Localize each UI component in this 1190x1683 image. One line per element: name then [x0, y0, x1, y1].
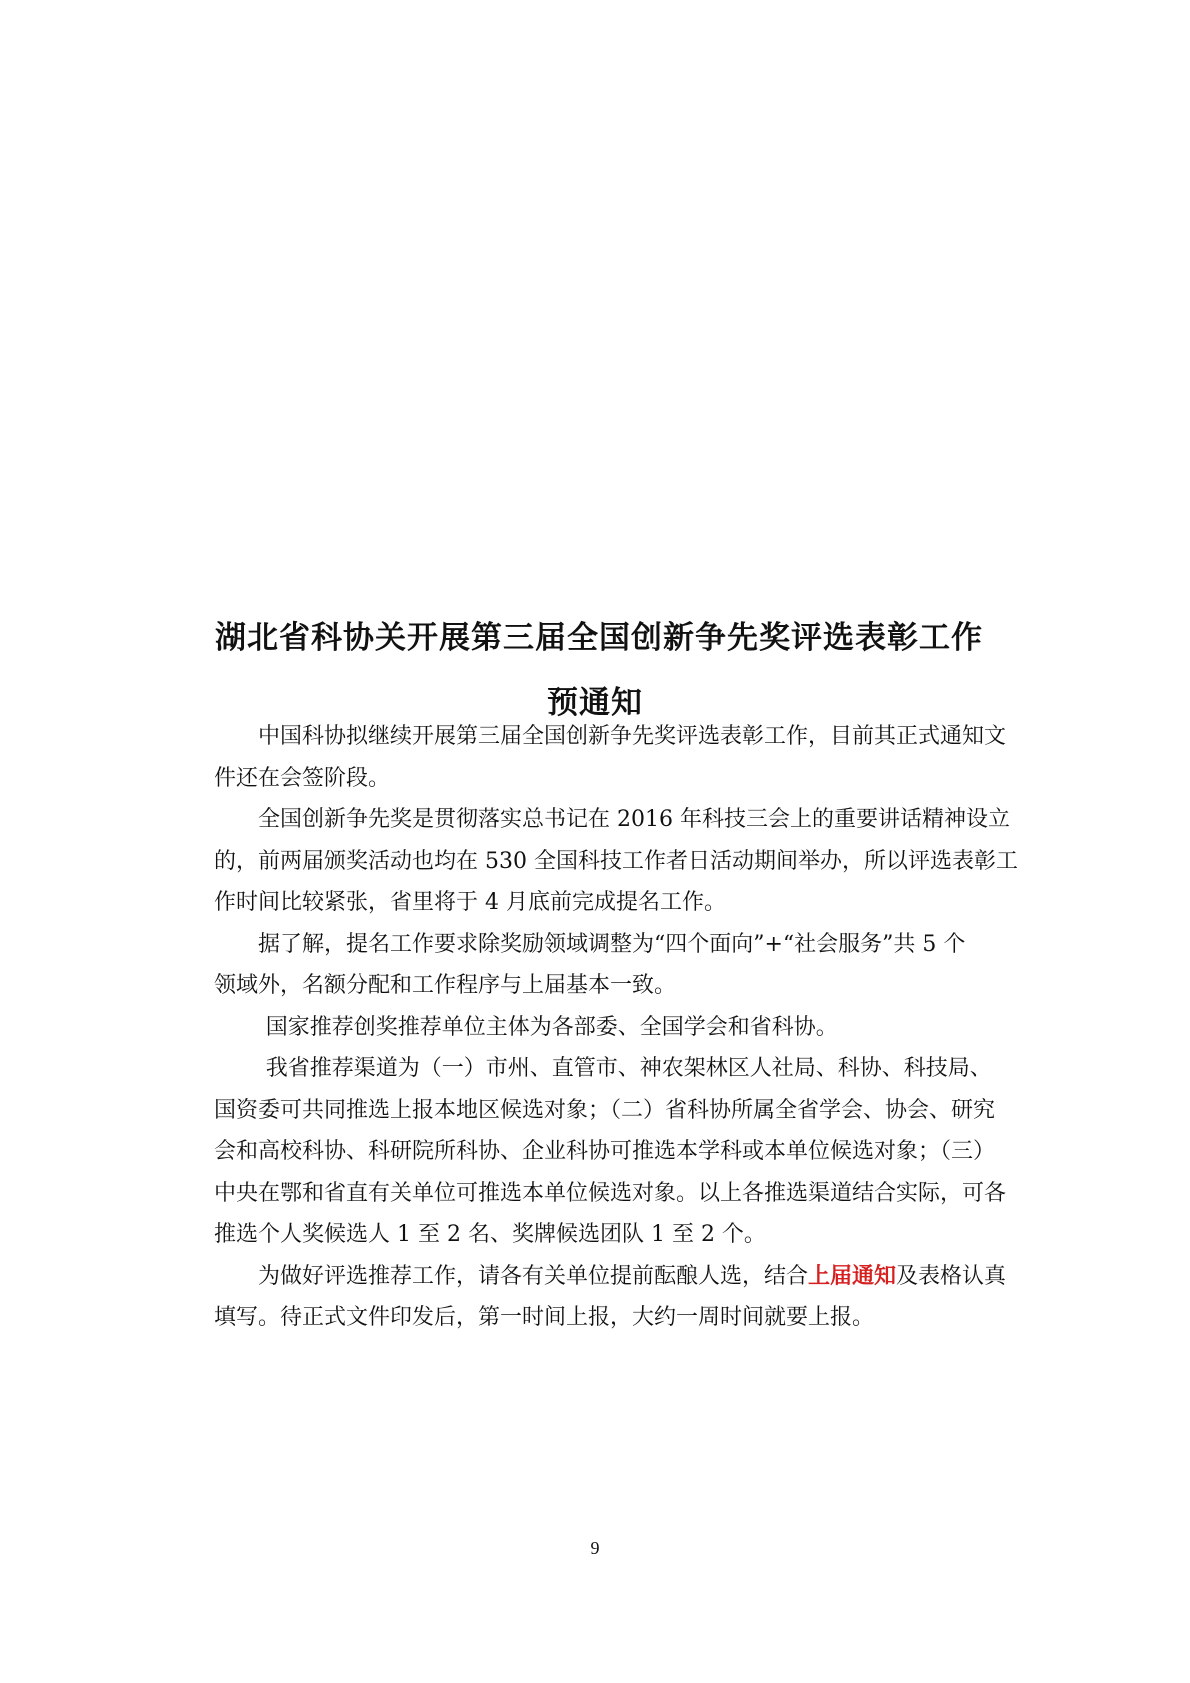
paragraph-line: 国家推荐创奖推荐单位主体为各部委、全国学会和省科协。	[265, 1014, 838, 1040]
paragraph-text: 及表格认真	[896, 1263, 1007, 1289]
paragraph-line: 会和高校科协、科研院所科协、企业科协可推选本学科或本单位候选对象；（三）	[214, 1139, 996, 1164]
paragraph-line: 的，前两届颁奖活动也均在 530 全国科技工作者日活动期间举办，所以评选表彰工	[214, 848, 1018, 874]
paragraph-line: 中国科协拟继续开展第三届全国创新争先奖评选表彰工作，目前其正式通知文	[258, 724, 1007, 749]
document-title-line-1: 湖北省科协关开展第三届全国创新争先奖评选表彰工作	[215, 620, 983, 656]
paragraph-5	[214, 1048, 1029, 1256]
document-title-line-2: 预通知	[547, 685, 643, 721]
paragraph-line: 作时间比较紧张，省里将于 4 月底前完成提名工作。	[214, 890, 726, 915]
paragraph-4	[214, 1007, 1029, 1049]
document-body	[214, 716, 1029, 1339]
paragraph-line: 填写。待正式文件印发后，第一时间上报，大约一周时间就要上报。	[214, 1305, 875, 1330]
paragraph-line: 领域外，名额分配和工作程序与上届基本一致。	[214, 973, 677, 998]
paragraph-line	[214, 1256, 1029, 1298]
paragraph-6	[214, 1256, 1029, 1339]
paragraph-text: 为做好评选推荐工作，请各有关单位提前酝酿人选，结合	[258, 1263, 809, 1289]
paragraph-line: 我省推荐渠道为（一）市州、直管市、神农架林区人社局、科协、科技局、	[265, 1056, 992, 1081]
previous-notice-link[interactable]: 上届通知	[808, 1263, 897, 1289]
paragraph-1	[214, 716, 1029, 799]
paragraph-2	[214, 799, 1029, 924]
paragraph-line: 国资委可共同推选上报本地区候选对象；（二）省科协所属全省学会、协会、研究	[214, 1097, 996, 1123]
page-number: 9	[590, 1538, 600, 1558]
paragraph-line: 全国创新争先奖是贯彻落实总书记在 2016 年科技三会上的重要讲话精神设立	[258, 807, 1010, 832]
paragraph-line: 据了解，提名工作要求除奖励领域调整为“四个面向”+“社会服务”共 5 个	[258, 931, 966, 957]
paragraph-line: 件还在会签阶段。	[214, 765, 391, 791]
paragraph-3	[214, 924, 1029, 1007]
paragraph-line: 中央在鄂和省直有关单位可推选本单位候选对象。以上各推选渠道结合实际，可各	[214, 1180, 1007, 1206]
paragraph-line: 推选个人奖候选人 1 至 2 名、奖牌候选团队 1 至 2 个。	[214, 1222, 766, 1247]
